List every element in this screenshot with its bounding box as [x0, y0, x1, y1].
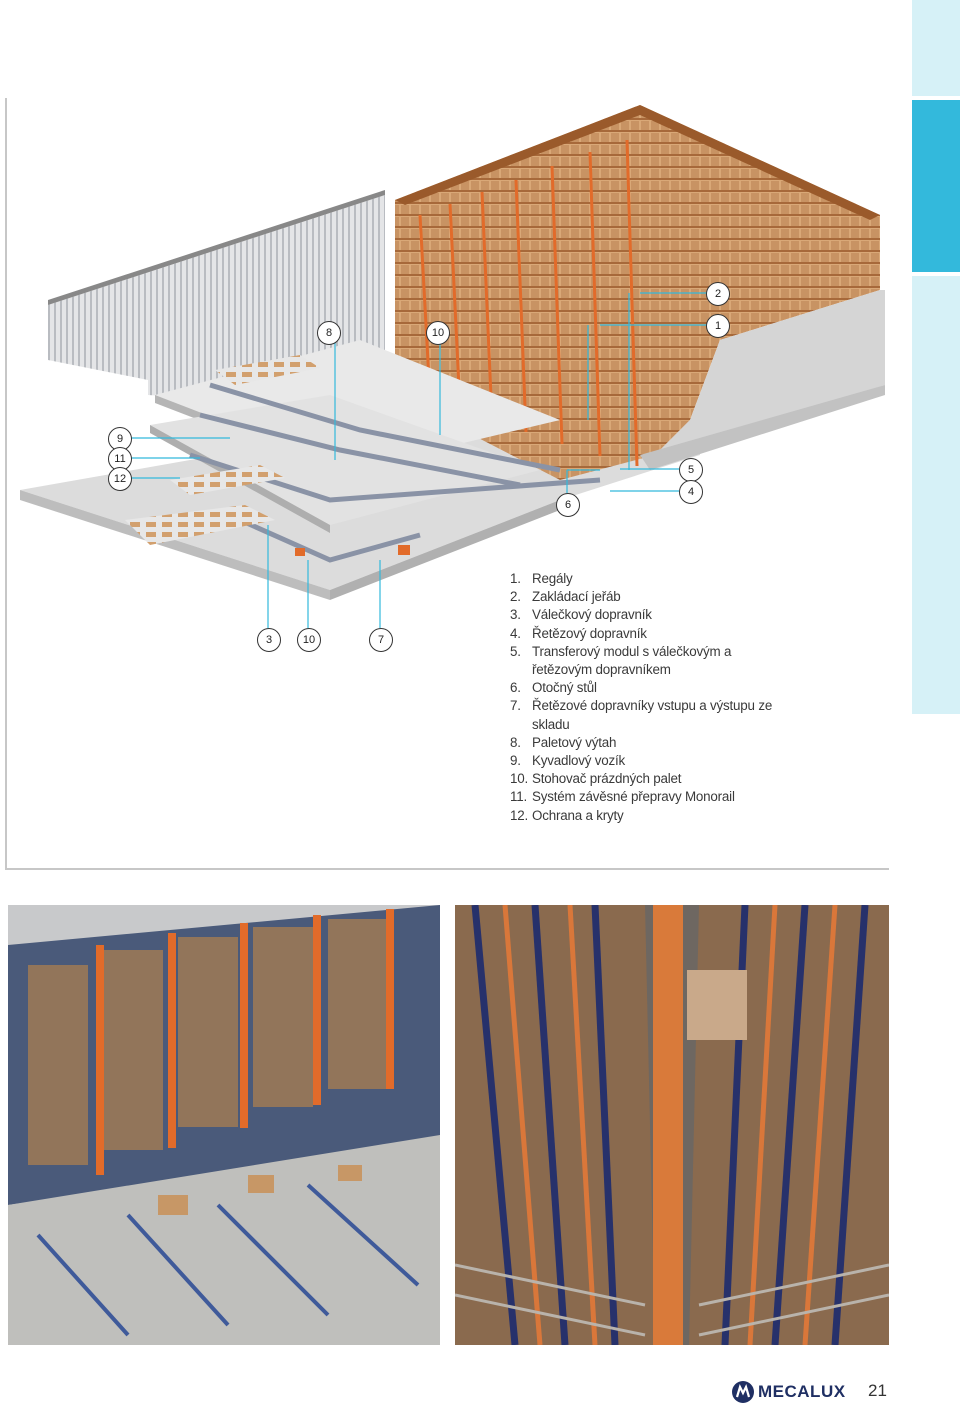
legend-item: 2. Zakládací jeřáb	[510, 589, 621, 605]
legend-item: 7. Řetězové dopravníky vstupu a výstupu ze skladu	[510, 698, 773, 732]
legend-item: 3. Válečkový dopravník	[510, 607, 652, 623]
callout-1: 1	[706, 314, 730, 338]
callout-12: 12	[108, 467, 132, 491]
legend-list	[510, 570, 792, 825]
legend-item: 5. Transferový modul s válečkovým a řetězovým dopravníkem	[510, 643, 732, 678]
legend-item: 6. Otočný stůl	[510, 680, 597, 696]
callout-10-bottom: 10	[297, 628, 321, 652]
callout-7: 7	[369, 628, 393, 652]
forklift	[398, 545, 410, 555]
callout-2: 2	[706, 282, 730, 306]
callout-6: 6	[556, 493, 580, 517]
callout-11: 11	[108, 447, 132, 471]
mecalux-emblem-icon	[732, 1381, 754, 1403]
logo-wordmark: MECALUX	[758, 1382, 846, 1401]
legend-item: 4. Řetězový dopravník	[510, 625, 647, 641]
legend-item: 8. Paletový výtah	[510, 734, 617, 750]
legend-item: 9. Kyvadlový vozík	[510, 753, 626, 769]
page-number: 21	[868, 1381, 887, 1400]
crane-mast	[653, 905, 683, 1345]
callout-3: 3	[257, 628, 281, 652]
legend-item: 1. Regály	[510, 571, 573, 586]
legend-item: 12. Ochrana a kryty	[510, 807, 624, 823]
callout-9: 9	[108, 427, 132, 451]
legend-item: 11. Systém závěsné přepravy Monorail	[510, 789, 735, 805]
callout-4: 4	[679, 480, 703, 504]
mecalux-logo	[732, 1380, 846, 1404]
callout-10-top: 10	[426, 321, 450, 345]
callout-8: 8	[317, 321, 341, 345]
legend-item: 10. Stohovač prázdných palet	[510, 771, 682, 787]
callout-5: 5	[679, 458, 703, 482]
crane-aisle-photo	[455, 905, 889, 1345]
warehouse-overview-photo	[8, 905, 440, 1345]
